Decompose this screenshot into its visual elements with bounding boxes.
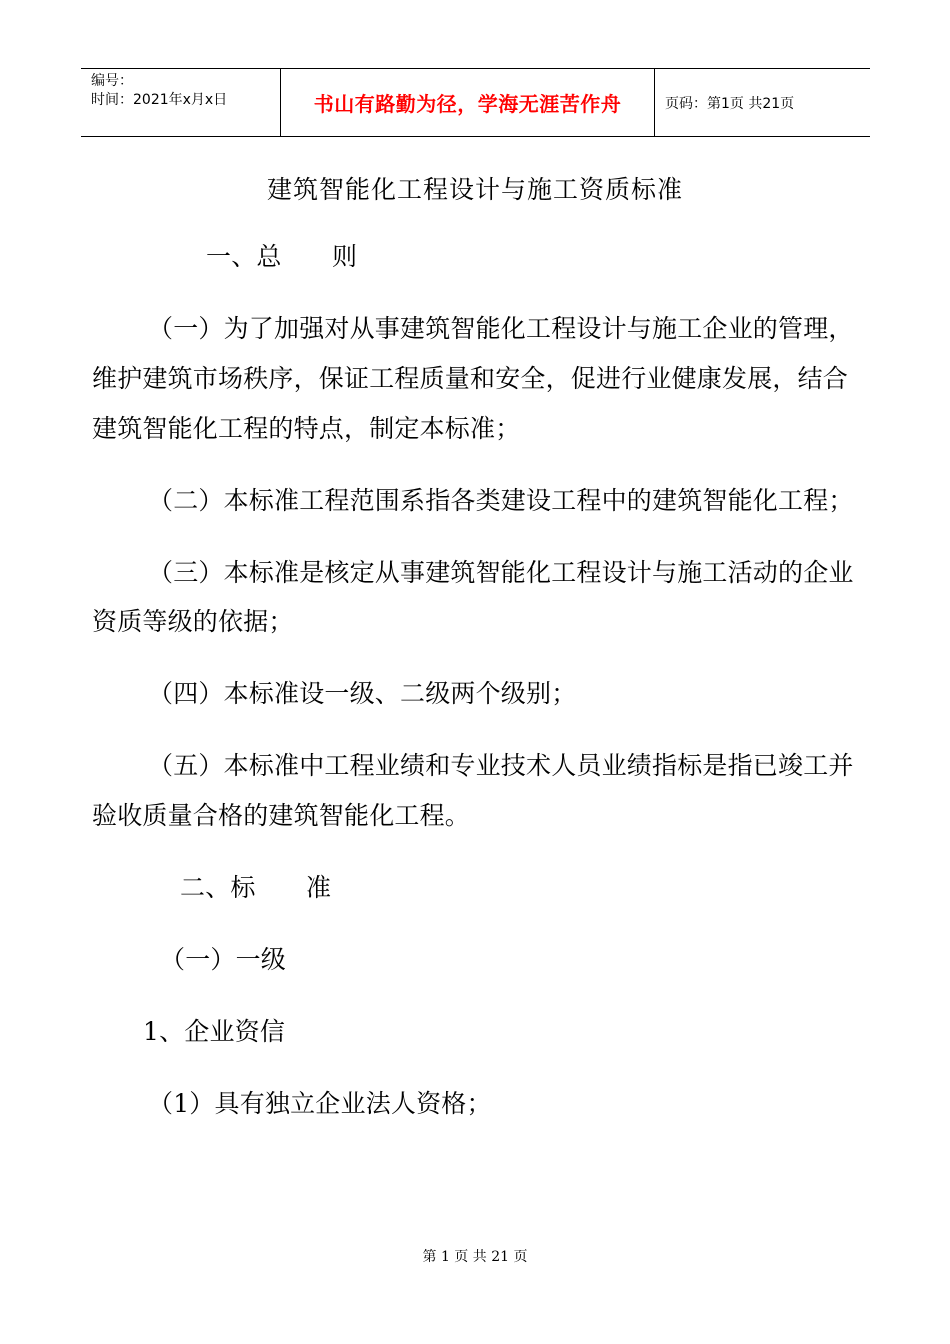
paragraph-3-line-1: （三）本标准是核定从事建筑智能化工程设计与施工活动的企业 [148, 558, 854, 587]
subheading-level-1: （一）一级 [160, 945, 287, 974]
header-meta-cell [81, 69, 281, 136]
item-independent-legal-person: （1）具有独立企业法人资格； [148, 1089, 492, 1118]
paragraph-2: （二）本标准工程范围系指各类建设工程中的建筑智能化工程； [148, 486, 854, 515]
paragraph-5-line-2: 验收质量合格的建筑智能化工程。 [92, 801, 471, 830]
section-heading-standard: 二、标 准 [180, 873, 332, 902]
header-motto: 书山有路勤为径，学海无涯苦作舟 [281, 69, 655, 136]
paragraph-1-line-3: 建筑智能化工程的特点，制定本标准； [92, 414, 521, 443]
item-enterprise-credit: 1、企业资信 [143, 1017, 286, 1046]
section-heading-general: 一、总 则 [206, 242, 358, 271]
paragraph-4: （四）本标准设一级、二级两个级别； [148, 679, 577, 708]
paragraph-3-line-2: 资质等级的依据； [92, 607, 294, 636]
document-header [81, 68, 870, 137]
document-time-label: 时间：2021年x月x日 [91, 92, 228, 108]
paragraph-1-line-1: （一）为了加强对从事建筑智能化工程设计与施工企业的管理， [148, 314, 854, 343]
header-page-info: 页码：第1页 共21页 [665, 95, 795, 112]
paragraph-1-line-2: 维护建筑市场秩序，保证工程质量和安全，促进行业健康发展，结合 [92, 364, 849, 393]
document-title: 建筑智能化工程设计与施工资质标准 [266, 175, 683, 204]
document-number-label: 编号： [91, 73, 133, 89]
paragraph-5-line-1: （五）本标准中工程业绩和专业技术人员业绩指标是指已竣工并 [148, 751, 854, 780]
page-footer: 第 1 页 共 21 页 [422, 1249, 528, 1265]
